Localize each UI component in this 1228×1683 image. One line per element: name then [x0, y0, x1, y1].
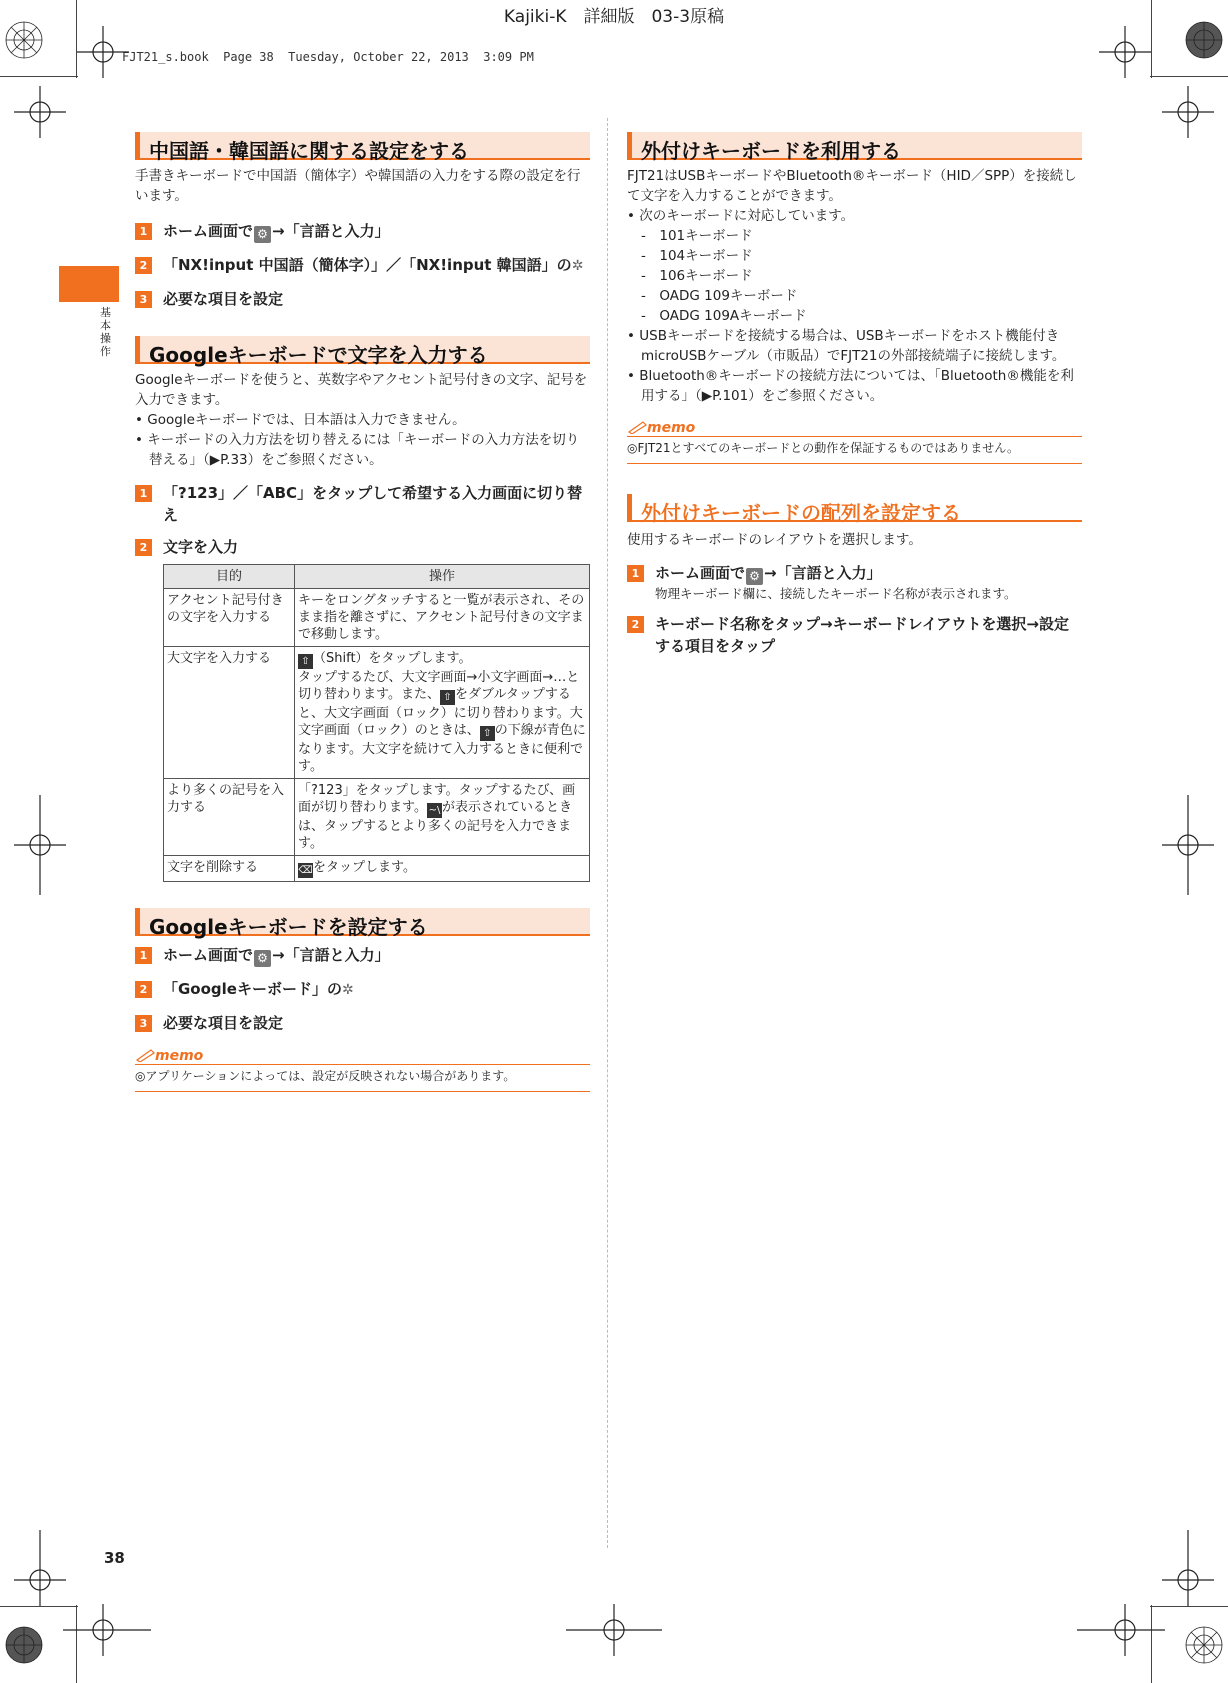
operation-table: [163, 564, 590, 882]
column-divider: [607, 118, 608, 1548]
step-text: ホーム画面で: [163, 946, 254, 964]
step-text: ホーム画面で: [163, 222, 254, 240]
step-item: [135, 220, 590, 243]
section-title: Googleキーボードで文字を入力する: [135, 336, 590, 364]
section-title: 中国語・韓国語に関する設定をする: [135, 132, 590, 160]
crosshair-mark: [77, 26, 129, 78]
crosshair-mark: [1099, 26, 1151, 78]
memo-header: memo: [627, 420, 1082, 437]
crosshair-mark: [1162, 86, 1214, 138]
table-cell: 「?123」をタップします。タップするたび、画面が切り替わります。 ~\ が表示されているときは、タップするとより多くの記号を入力できます。: [295, 779, 590, 856]
book-info-line: FJT21_s.book Page 38 Tuesday, October 22, 2013 3:09 PM: [122, 50, 534, 64]
settings-gear-icon: ✲: [571, 258, 584, 274]
settings-app-icon: ⚙: [254, 226, 271, 243]
shift-key-icon: ⇧: [298, 654, 313, 669]
table-cell: 文字を削除する: [164, 856, 295, 882]
star-target-mark: [6, 1627, 42, 1663]
bullet-item: • Bluetooth®キーボードの接続方法については、「Bluetooth®機能を利用する」（▶P.101）をご参照ください。: [627, 368, 1074, 404]
step-number: 2: [135, 981, 152, 998]
intro-text: 使用するキーボードのレイアウトを選択します。: [627, 532, 922, 548]
step-text: 必要な項目を設定: [163, 1014, 284, 1032]
step-text: 「Googleキーボード」の: [163, 980, 342, 998]
step-item: [135, 288, 590, 310]
step-item: [627, 613, 1082, 657]
step-text: 「NX!input 中国語（簡体字）」／「NX!input 韓国語」の: [163, 256, 572, 274]
crosshair-mark: [566, 1604, 662, 1656]
settings-app-icon: ⚙: [254, 950, 271, 967]
table-row: [164, 779, 590, 856]
memo-box: [627, 420, 1082, 464]
settings-app-icon: ⚙: [746, 568, 763, 585]
step-number: 1: [135, 947, 152, 964]
table-cell: より多くの記号を入力する: [164, 779, 295, 856]
step-text: 「?123」／「ABC」をタップして希望する入力画面に切り替え: [163, 484, 583, 524]
star-target-mark: [6, 22, 42, 58]
table-cell: ⇧ （Shift）をタップします。 タップするたび、大文字画面→小文字画面→…と切り替わります。また、 ⇧ をダブルタップすると、大文字画面（ロック）に切り替わります。大文字画面（ロック）のときは、 ⇧ の下線が青色になります。大文字を続けて入力するときに便利です。: [295, 647, 590, 779]
crosshair-mark: [63, 1604, 151, 1656]
memo-header: memo: [135, 1048, 590, 1065]
chapter-label: 基本操作: [100, 306, 111, 358]
step-item: [135, 944, 590, 967]
right-column: [627, 132, 1082, 657]
step-item: [135, 536, 590, 558]
step-item: [135, 482, 590, 526]
step-text: 必要な項目を設定: [163, 290, 284, 308]
bullet-item: • USBキーボードを接続する場合は、USBキーボードをホスト機能付きmicroUSBケーブル（市販品）でFJT21の外部接続端子に接続します。: [627, 328, 1066, 364]
table-cell: キーをロングタッチすると一覧が表示され、そのまま指を離さずに、アクセント記号付きの文字まで移動します。: [295, 589, 590, 647]
step-item: [135, 254, 590, 277]
crosshair-mark: [14, 795, 66, 895]
step-text: キーボード名称をタップ→キーボードレイアウトを選択→設定する項目をタップ: [655, 615, 1069, 655]
memo-text: ◎アプリケーションによっては、設定が反映されない場合があります。: [135, 1065, 590, 1092]
left-column: [135, 132, 590, 1092]
crosshair-mark: [1077, 1604, 1165, 1656]
intro-text: 手書きキーボードで中国語（簡体字）や韓国語の入力をする際の設定を行います。: [135, 168, 581, 204]
step-number: 1: [135, 485, 152, 502]
table-cell: 大文字を入力する: [164, 647, 295, 779]
intro-text: FJT21はUSBキーボードやBluetooth®キーボード（HID／SPP）を接続して文字を入力することができます。: [627, 168, 1077, 204]
step-text: ホーム画面で: [655, 564, 746, 582]
section-title: 外付けキーボードの配列を設定する: [627, 494, 1082, 522]
step-text: →「言語と入力」: [272, 222, 390, 240]
memo-box: [135, 1048, 590, 1092]
step-text: →「言語と入力」: [764, 564, 882, 582]
step-number: 3: [135, 291, 152, 308]
step-number: 1: [627, 565, 644, 582]
section-title: Googleキーボードを設定する: [135, 908, 590, 936]
step-note: 物理キーボード欄に、接続したキーボード名称が表示されます。: [655, 586, 1017, 601]
shift-key-icon: ⇧: [440, 690, 455, 705]
page-number: 38: [104, 1549, 125, 1567]
crosshair-mark: [14, 86, 66, 138]
table-cell: アクセント記号付きの文字を入力する: [164, 589, 295, 647]
print-header: Kajiki-K 詳細版 03-3原稿: [503, 7, 725, 27]
step-item: [627, 562, 1082, 603]
step-text: 文字を入力: [163, 538, 239, 556]
more-symbols-key-icon: ~\: [428, 805, 441, 816]
step-text: →「言語と入力」: [272, 946, 390, 964]
bullet-item: • キーボードの入力方法を切り替えるには「キーボードの入力方法を切り替える」（▶P.33）をご参照ください。: [135, 432, 580, 468]
step-number: 2: [627, 616, 644, 633]
table-row: [164, 589, 590, 647]
star-target-mark: [1186, 22, 1222, 58]
list-item: - OADG 109キーボード: [641, 288, 798, 304]
bullet-item: • 次のキーボードに対応しています。: [627, 208, 855, 224]
crosshair-mark: [14, 1530, 66, 1606]
table-header: 操作: [295, 565, 590, 589]
table-cell: ⌫をタップします。: [295, 856, 590, 882]
crosshair-mark: [1162, 795, 1214, 895]
table-row: [164, 647, 590, 779]
memo-text: ◎FJT21とすべてのキーボードとの動作を保証するものではありません。: [627, 437, 1082, 464]
list-item: - 101キーボード: [641, 228, 753, 244]
table-row: [164, 856, 590, 882]
bullet-item: • Googleキーボードでは、日本語は入力できません。: [135, 412, 466, 428]
step-number: 1: [135, 223, 152, 240]
shift-key-icon: ⇧: [480, 726, 495, 741]
section-title: 外付けキーボードを利用する: [627, 132, 1082, 160]
step-number: 2: [135, 539, 152, 556]
list-item: - OADG 109Aキーボード: [641, 308, 807, 324]
settings-gear-icon: ✲: [341, 982, 354, 998]
crosshair-mark: [1162, 1530, 1214, 1606]
list-item: - 106キーボード: [641, 268, 753, 284]
step-item: [135, 1012, 590, 1034]
step-number: 2: [135, 257, 152, 274]
star-target-mark: [1186, 1627, 1222, 1663]
step-number: 3: [135, 1015, 152, 1032]
delete-key-icon: ⌫: [298, 865, 313, 876]
list-item: - 104キーボード: [641, 248, 753, 264]
step-item: [135, 978, 590, 1001]
table-header: 目的: [164, 565, 295, 589]
chapter-tab: [59, 266, 119, 302]
intro-text: Googleキーボードを使うと、英数字やアクセント記号付きの文字、記号を入力できます。: [135, 372, 588, 408]
